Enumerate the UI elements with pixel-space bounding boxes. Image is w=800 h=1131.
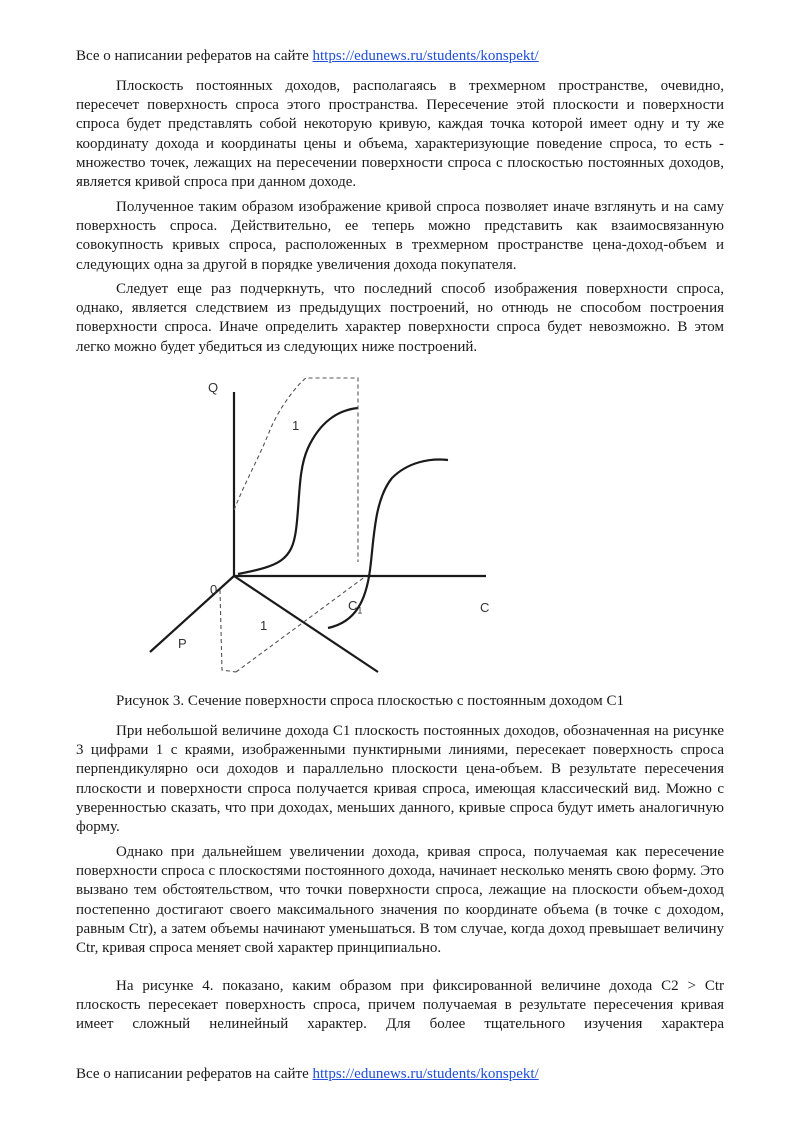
paragraph-4: При небольшой величине дохода С1 плоскость постоянных доходов, обозначенная на рисунке 3 цифрами 1 с краями, изображенными пунктирными линиями, пересекает поверхность спроса перпендикулярно оси доходов и параллельно плоскости цена-объем. В результате пересечения плоскости и поверхности спроса получается кривая спроса, имеющая классический вид. Можно с уверенностью сказать, что при доходах, меньших данного, кривые спроса будут иметь аналогичную форму. bbox=[76, 723, 724, 836]
paragraph-2: Полученное таким образом изображение кривой спроса позволяет иначе взглянуть и на саму поверхность спроса. Действительно, ее теперь можно представить как взаимосвязанную совокупность кривых спроса, расположенных в трехмерном пространстве цена-доход-объем и следующих одна за другой в порядке увеличения дохода покупателя. bbox=[76, 199, 724, 273]
header-link[interactable]: https://edunews.ru/students/konspekt/ bbox=[312, 48, 539, 64]
plane-label-1-top: 1 bbox=[292, 418, 300, 433]
axis-label-q: Q bbox=[208, 380, 219, 395]
footer-link[interactable]: https://edunews.ru/students/konspekt/ bbox=[312, 1066, 539, 1082]
origin-label: 0 bbox=[210, 582, 218, 597]
demand-curve-2 bbox=[328, 460, 448, 628]
paragraph-5: Однако при дальнейшем увеличении дохода, кривая спроса, получаемая как пересечение поверхности спроса с плоскостями постоянного дохода, начинает несколько менять свою форму. Это вызвано тем обстоятельством, что точки поверхности спроса, лежащие на плоскости объем-доход постепенно достигают своего максимального значения по координате объема (в точке с доходом, равным Ctr), а затем объемы начинают уменьшаться. В том случае, когда доход превышает величину Ctr, кривая спроса меняет свой характер принципиально. bbox=[76, 844, 724, 957]
figure-caption: Рисунок 3. Сечение поверхности спроса плоскостью с постоянным доходом С1 bbox=[116, 693, 625, 709]
footer-text: Все о написании рефератов на сайте bbox=[76, 1066, 313, 1082]
axis-label-c: C bbox=[480, 600, 490, 615]
header-text: Все о написании рефератов на сайте bbox=[76, 48, 313, 64]
page-footer bbox=[76, 1066, 539, 1083]
paragraph-3: Следует еще раз подчеркнуть, что последний способ изображения поверхности спроса, однако, является следствием из предыдущих построений, но отнюдь не способом построения поверхности спроса. Иначе определить характер поверхности спроса будет невозможно. В этом легко можно будет убедиться из следующих ниже построений. bbox=[76, 281, 724, 355]
plane-dashed-left bbox=[220, 590, 236, 672]
paragraph-1: Плоскость постоянных доходов, располагаясь в трехмерном пространстве, очевидно, пересечет поверхность спроса этого пространства. Пересечение этой плоскости и поверхности спроса будет представлять собой некоторую кривую, каждая точка которой имеет одну и ту же координату дохода и координаты цены и объема, характеризующие поведение спроса, то есть - множество точек, лежащих на пересечении поверхности спроса с плоскостью постоянных доходов, является кривой спроса при данном доходе. bbox=[76, 78, 724, 191]
page-header bbox=[76, 48, 539, 65]
diagram-svg bbox=[130, 370, 500, 680]
paragraph-6: На рисунке 4. показано, каким образом при фиксированной величине дохода С2 > Ctr плоскость пересекает поверхность спроса, причем получаемая в результате пересечения кривая имеет сложный нелинейный характер. Для более тщательного изучения характера bbox=[76, 978, 724, 1033]
figure-3-diagram bbox=[130, 370, 500, 680]
c1-label: $C_1$ bbox=[348, 598, 363, 616]
axis-label-p: P bbox=[178, 636, 187, 651]
plane-label-1-bottom: 1 bbox=[260, 618, 268, 633]
